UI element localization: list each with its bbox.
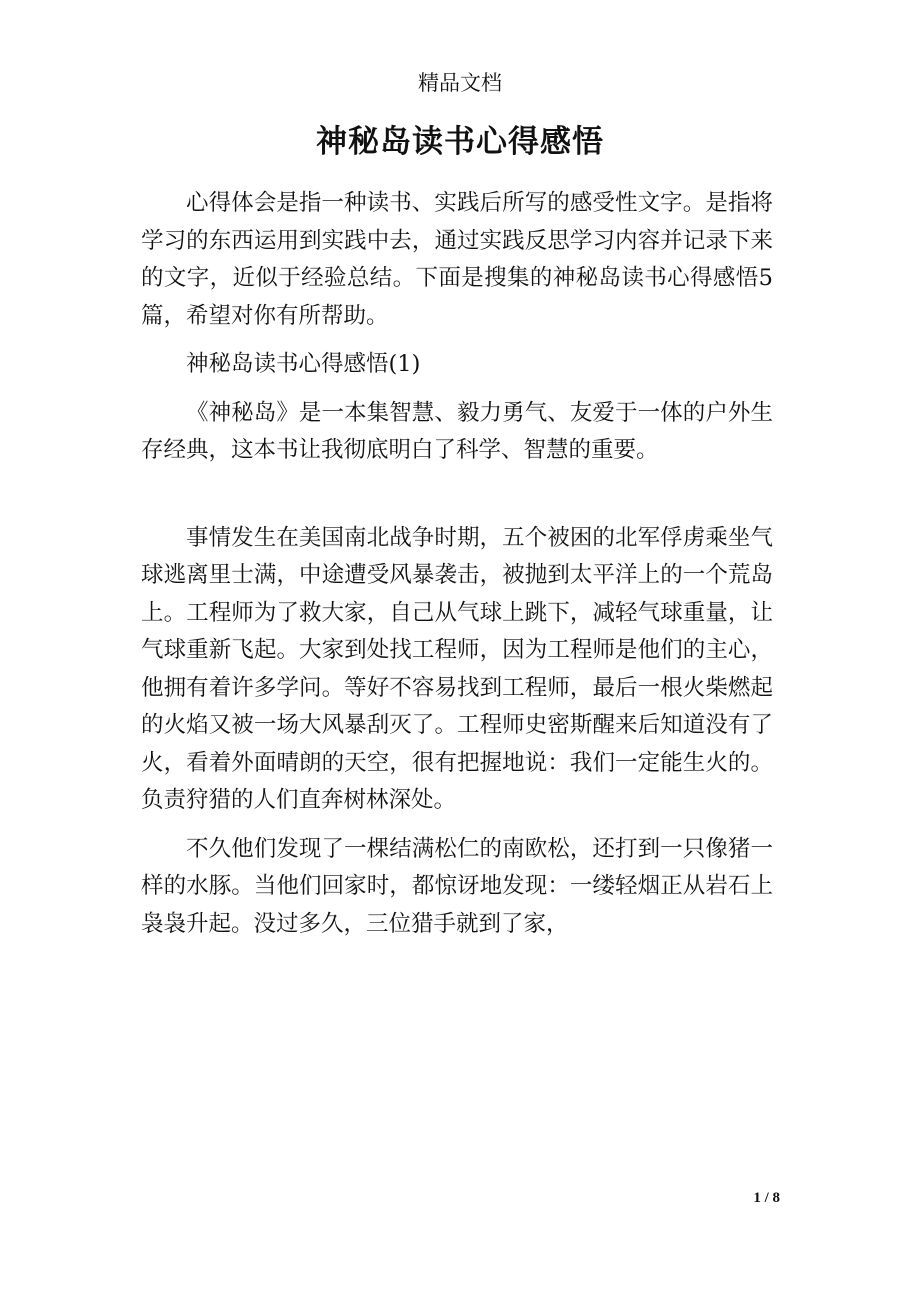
body-paragraph: 《神秘岛》是一本集智慧、毅力勇气、友爱于一体的户外生存经典，这本书让我彻底明白了科学、智慧的重要。 [141,399,773,463]
body-paragraph: 事情发生在美国南北战争时期，五个被困的北军俘虏乘坐气球逃离里士满，中途遭受风暴袭击，被抛到太平洋上的一个荒岛上。工程师为了救大家，自己从气球上跳下，减轻气球重量，让气球重新飞起。大家到处找工程师，因为工程师是他们的主心，他拥有着许多学问。等好不容易找到工程师，最后一根火柴燃起的火焰又被一场大风暴刮灭了。工程师史密斯醒来后知道没有了火，看着外面晴朗的天空，很有把握地说：我们一定能生火的。负责狩猎的人们直奔树林深处。 [141,524,773,813]
document-header: 精品文档 [418,71,502,95]
page-title: 神秘岛读书心得感悟 [316,124,604,160]
section-heading: 神秘岛读书心得感悟(1) [186,351,421,377]
document-body [141,185,773,954]
body-paragraph: 不久他们发现了一棵结满松仁的南欧松，还打到一只像猪一样的水豚。当他们回家时，都惊讶地发现：一缕轻烟正从岩石上袅袅升起。没过多久，三位猎手就到了家， [141,835,773,937]
page-number: 1 / 8 [753,1190,780,1206]
intro-paragraph: 心得体会是指一种读书、实践后所写的感受性文字。是指将学习的东西运用到实践中去，通过实践反思学习内容并记录下来的文字，近似于经验总结。下面是搜集的神秘岛读书心得感悟5篇，希望对你有所帮助。 [141,190,773,329]
